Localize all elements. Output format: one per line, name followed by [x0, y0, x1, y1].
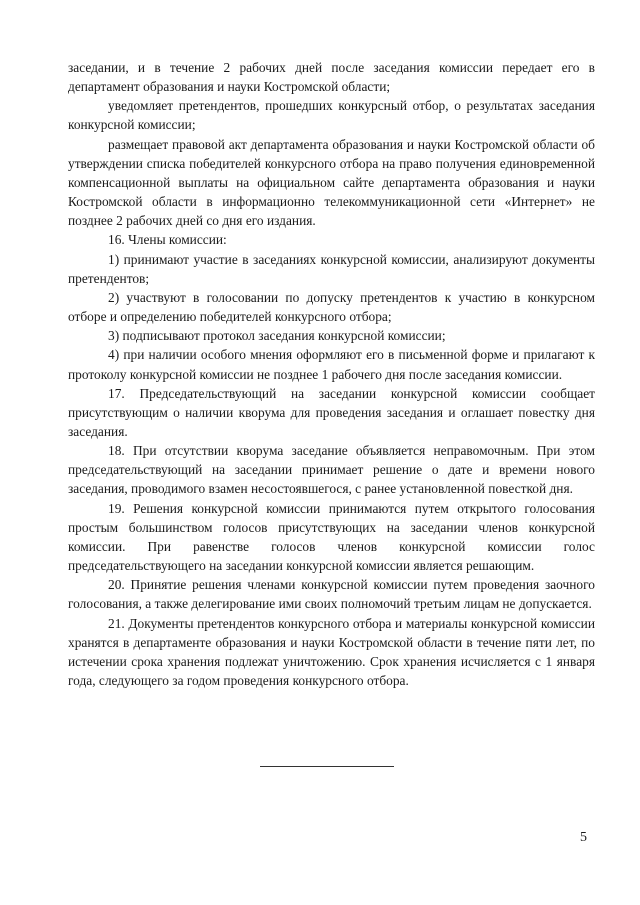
paragraph-16-heading: 16. Члены комиссии: [108, 232, 227, 248]
paragraph-notify-applicants: уведомляет претендентов, прошедших конкурсный отбор, о результатах заседания конкурсной комиссии; [68, 98, 595, 133]
paragraph-21: 21. Документы претендентов конкурсного отбора и материалы конкурсной комиссии хранятся в департаменте образования и науки Костромской области в течение пяти лет, по истечении срока хранения подлежат уничтожению. Срок хранения исчисляется с 1 января года, следующего за годом проведения конкурсного отбора. [68, 615, 595, 688]
paragraph-continuation: заседании, и в течение 2 рабочих дней после заседания комиссии передает его в департамент образования и науки Костромской области; [68, 60, 595, 95]
paragraph-19: 19. Решения конкурсной комиссии принимаются путем открытого голосования простым большинством голосов присутствующих на заседании членов конкурсной комиссии. При равенстве голосов членов конкурсной комиссии голос председательствующего на заседании конкурсной комиссии является решающим. [68, 500, 595, 574]
paragraph-16-item-4: 4) при наличии особого мнения оформляют его в письменной форме и прилагают к протоколу конкурсной комиссии не позднее 1 рабочего дня после заседания комиссии. [68, 347, 595, 382]
paragraph-16-item-2: 2) участвуют в голосовании по допуску претендентов к участию в конкурсном отборе и определению победителей конкурсного отбора; [68, 289, 595, 325]
end-divider-line [260, 766, 394, 767]
paragraph-16-item-1: 1) принимают участие в заседаниях конкурсной комиссии, анализируют документы претендентов; [68, 251, 595, 286]
page-number: 5 [580, 830, 587, 845]
paragraph-20: 20. Принятие решения членами конкурсной комиссии путем проведения заочного голосования, а также делегирование ими своих полномочий третьим лицам не допускается. [68, 577, 595, 612]
paragraph-17: 17. Председательствующий на заседании конкурсной комиссии сообщает присутствующим о наличии кворума для проведения заседания и оглашает повестку дня заседания. [68, 385, 595, 439]
paragraph-publish-act: размещает правовой акт департамента образования и науки Костромской области об утверждении списка победителей конкурсного отбора на право получения единовременной компенсационной выплаты на официальном сайте департамента образования и науки Костромской области в информационно телекоммуникационной сети «Интернет» не позднее 2 рабочих дней со дня его издания. [68, 136, 595, 229]
paragraph-18: 18. При отсутствии кворума заседание объявляется неправомочным. При этом председательствующий на заседании принимает решение о дате и времени нового заседания, проводимого взамен несостоявшегося, с ранее установленной повесткой дня. [68, 443, 595, 497]
document-body [68, 58, 595, 690]
paragraph-16-item-3: 3) подписывают протокол заседания конкурсной комиссии; [108, 328, 446, 344]
